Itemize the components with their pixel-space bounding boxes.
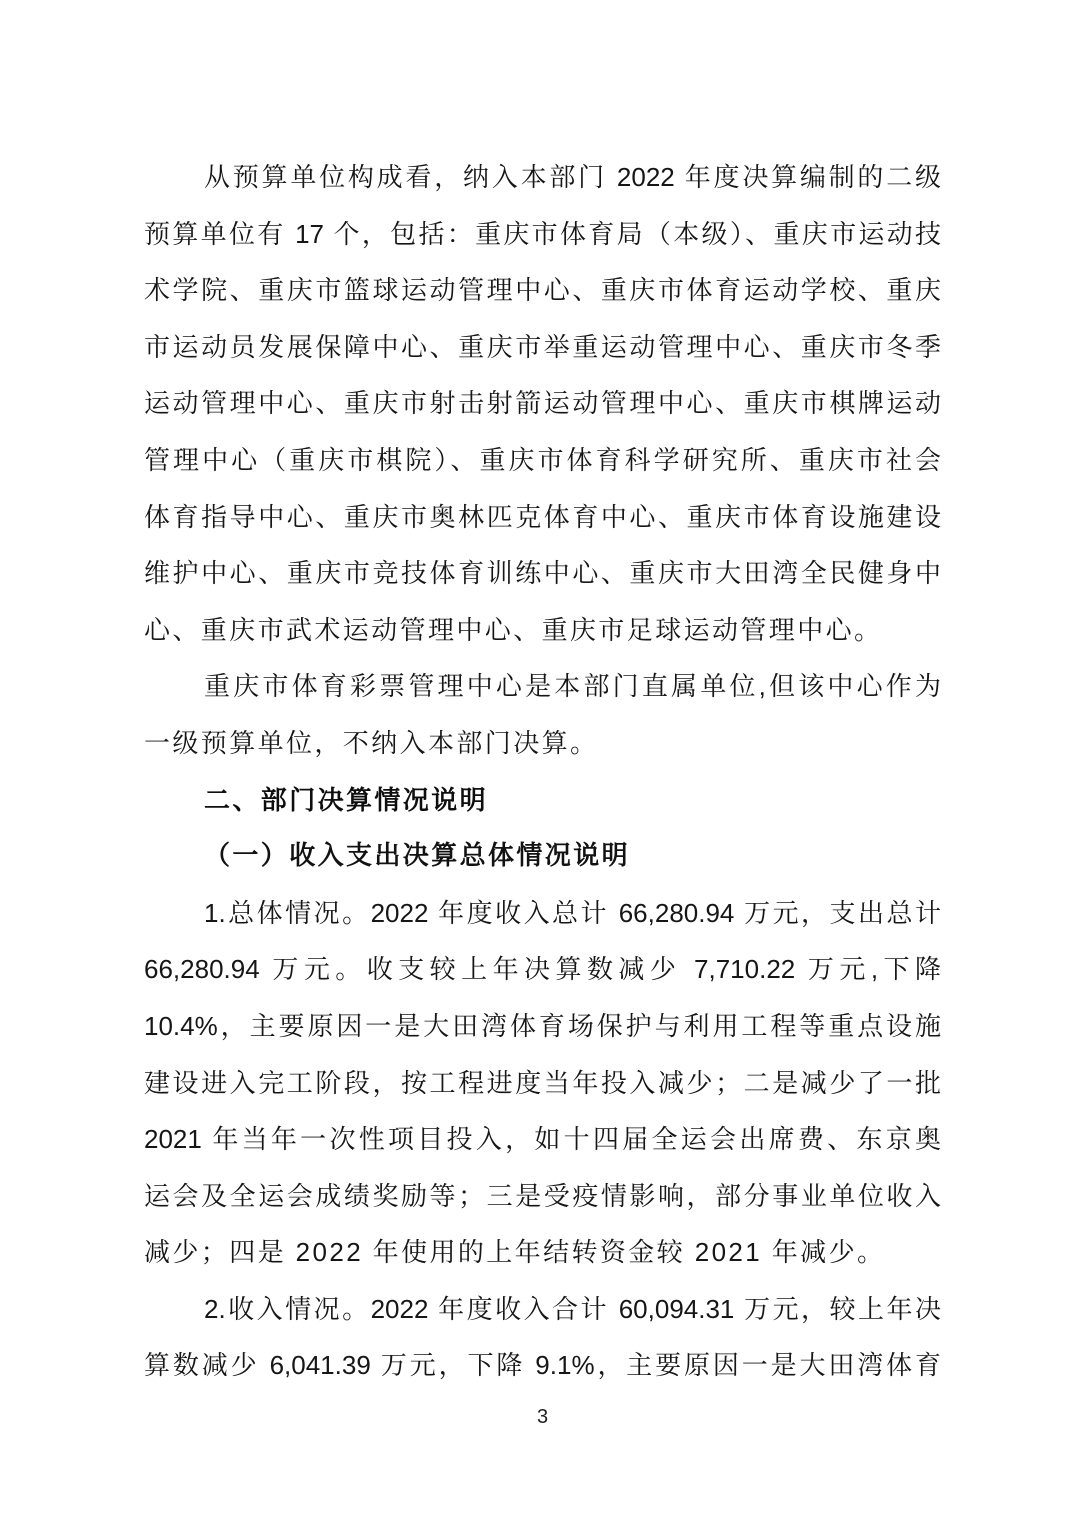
text-line: 减少；四是 2022 年使用的上年结转资金较 2021 年减少。 bbox=[144, 1237, 886, 1268]
text-line: 建设进入完工阶段，按工程进度当年投入减少；二是减少了一批 bbox=[144, 1067, 941, 1098]
text-line: 运会及全运会成绩奖励等；三是受疫情影响，部分事业单位收入 bbox=[144, 1180, 941, 1211]
text-line: 术学院、重庆市篮球运动管理中心、重庆市体育运动学校、重庆 bbox=[144, 275, 941, 306]
page-number: 3 bbox=[536, 1406, 549, 1428]
text-line: 算数减少 6,041.39 万元，下降 9.1%，主要原因一是大田湾体育 bbox=[144, 1350, 941, 1381]
text-line: 预算单位有 17 个，包括：重庆市体育局（本级）、重庆市运动技 bbox=[144, 218, 941, 249]
text-line: 一级预算单位，不纳入本部门决算。 bbox=[144, 727, 599, 758]
text-line: 维护中心、重庆市竞技体育训练中心、重庆市大田湾全民健身中 bbox=[144, 558, 941, 589]
subsection-heading: （一）收入支出决算总体情况说明 bbox=[204, 841, 631, 871]
text-line: 2.收入情况。2022 年度收入合计 60,094.31 万元，较上年决 bbox=[204, 1293, 941, 1324]
text-line: 运动管理中心、重庆市射击射箭运动管理中心、重庆市棋牌运动 bbox=[144, 388, 941, 419]
text-line: 2021 年当年一次性项目投入，如十四届全运会出席费、东京奥 bbox=[144, 1124, 941, 1155]
text-line: 体育指导中心、重庆市奥林匹克体育中心、重庆市体育设施建设 bbox=[144, 501, 941, 532]
text-line: 1.总体情况。2022 年度收入总计 66,280.94 万元，支出总计 bbox=[204, 897, 941, 928]
document-body bbox=[144, 149, 941, 1394]
text-line: 从预算单位构成看，纳入本部门 2022 年度决算编制的二级 bbox=[204, 162, 941, 192]
text-line: 管理中心（重庆市棋院）、重庆市体育科学研究所、重庆市社会 bbox=[144, 444, 941, 475]
section-heading: 二、部门决算情况说明 bbox=[204, 784, 489, 815]
text-line: 10.4%，主要原因一是大田湾体育场保护与利用工程等重点设施 bbox=[144, 1010, 941, 1041]
text-line: 市运动员发展保障中心、重庆市举重运动管理中心、重庆市冬季 bbox=[144, 331, 941, 362]
text-line: 重庆市体育彩票管理中心是本部门直属单位,但该中心作为 bbox=[204, 671, 941, 702]
text-line: 心、重庆市武术运动管理中心、重庆市足球运动管理中心。 bbox=[144, 614, 883, 645]
text-line: 66,280.94 万元。收支较上年决算数减少 7,710.22 万元,下降 bbox=[144, 954, 941, 985]
